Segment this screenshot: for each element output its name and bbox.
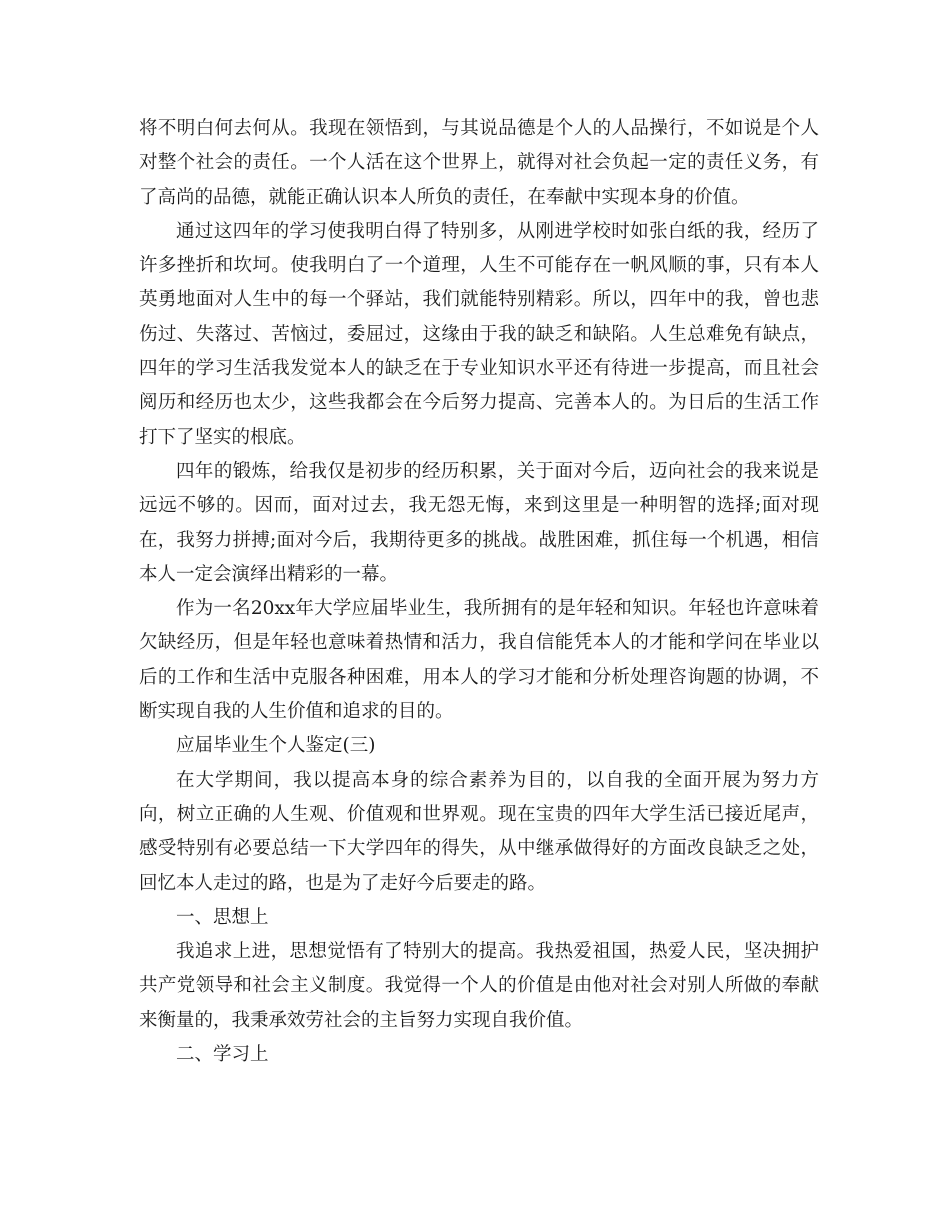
paragraph-four-years-training: 四年的锻炼，给我仅是初步的经历积累，关于面对今后，迈向社会的我来说是远远不够的。因而，面对过去，我无怨无悔，来到这里是一种明智的选择;面对现在，我努力拼搏;面对今后，我期待更多的挑战。战胜困难，抓住每一个机遇，相信本人一定会演绎出精彩的一幕。	[139, 460, 819, 585]
subheading-thought: 一、思想上	[176, 906, 269, 928]
paragraph-four-years-study: 通过这四年的学习使我明白得了特别多，从刚进学校时如张白纸的我，经历了许多挫折和坎坷。使我明白了一个道理，人生不可能存在一帆风顺的事，只有本人英勇地面对人生中的每一个驿站，我们就能特别精彩。所以，四年中的我，曾也悲伤过、失落过、苦恼过，委屈过，这缘由于我的缺乏和缺陷。人生总难免有缺点，四年的学习生活我发觉本人的缺乏在于专业知识水平还有待进一步提高，而且社会阅历和经历也太少，这些我都会在今后努力提高、完善本人的。为日后的生活工作打下了坚实的根底。	[139, 220, 819, 448]
document-body	[139, 112, 819, 1072]
paragraph-university-period: 在大学期间，我以提高本身的综合素养为目的，以自我的全面开展为努力方向，树立正确的人生观、价值观和世界观。现在宝贵的四年大学生活已接近尾声，感受特别有必要总结一下大学四年的得失，从中继承做得好的方面改良缺乏之处，回忆本人走过的路，也是为了走好今后要走的路。	[139, 769, 819, 894]
subheading-study: 二、学习上	[176, 1044, 269, 1066]
paragraph-responsibility: 将不明白何去何从。我现在领悟到，与其说品德是个人的人品操行，不如说是个人对整个社会的责任。一个人活在这个世界上，就得对社会负起一定的责任义务，有了高尚的品德，就能正确认识本人所负的责任，在奉献中实现本身的价值。	[139, 118, 819, 208]
section-title: 应届毕业生个人鉴定(三)	[176, 735, 376, 757]
paragraph-thought: 我追求上进，思想觉悟有了特别大的提高。我热爱祖国，热爱人民，坚决拥护共产党领导和社会主义制度。我觉得一个人的价值是由他对社会对别人所做的奉献来衡量的，我秉承效劳社会的主旨努力实现自我价值。	[139, 941, 819, 1031]
paragraph-graduate: 作为一名20xx年大学应届毕业生，我所拥有的是年轻和知识。年轻也许意味着欠缺经历，但是年轻也意味着热情和活力，我自信能凭本人的才能和学问在毕业以后的工作和生活中克服各种困难，用本人的学习才能和分析处理咨询题的协调，不断实现自我的人生价值和追求的目的。	[139, 598, 819, 723]
